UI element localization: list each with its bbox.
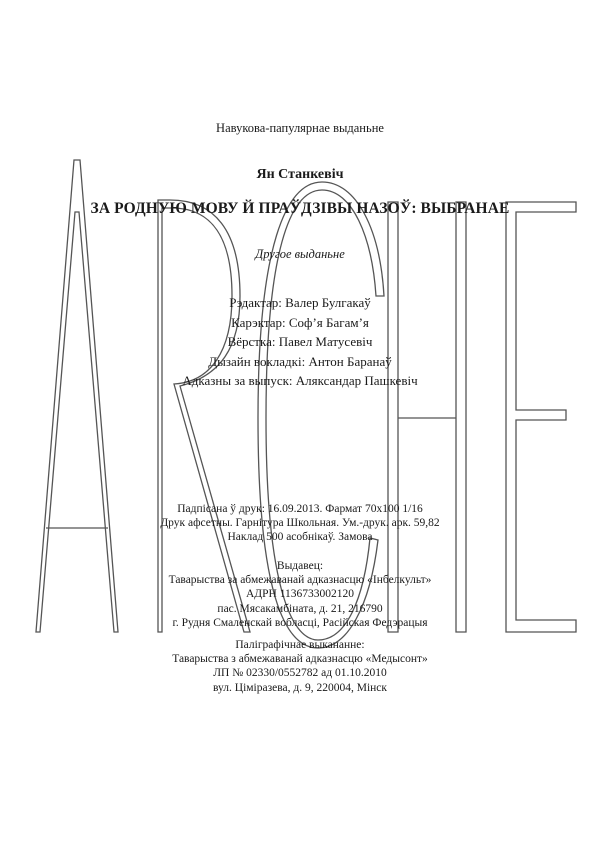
print-info-line: Падпісана ў друк: 16.09.2013. Фармат 70х100 1/16	[177, 503, 423, 515]
print-info	[0, 502, 600, 545]
genre-label: Навукова-папулярнае выданьне	[216, 121, 384, 135]
credit-cover-design: Дызайн вокладкі: Антон Баранаў	[208, 353, 392, 369]
publisher-line: Таварыства за абмежаванай адказнасцю «Інбелкульт»	[168, 574, 432, 587]
publisher-line: АДРН 1136733002120	[245, 588, 355, 601]
author-name: Ян Станкевіч	[256, 167, 344, 182]
printer-line: вул. Ціміразева, д. 9, 220004, Мінск	[213, 681, 387, 694]
printer-block	[0, 638, 600, 695]
book-title: ЗА РОДНУЮ МОВУ Й ПРАЎДЗІВЫ НАЗОЎ: ВЫБРАНАЕ	[90, 200, 510, 217]
publisher-line: пас. Мясакамбіната, д. 21, 216790	[217, 602, 383, 615]
credit-responsible: Адказны за выпуск: Аляксандар Пашкевіч	[182, 373, 418, 388]
credits-list	[0, 293, 600, 391]
print-info-line: Друк афсетны. Гарнітура Школьная. Ум.-друк. арк. 59,82	[160, 517, 440, 530]
edition-label: Другое выданьне	[255, 247, 345, 261]
credit-proofreader: Карэктар: Соф’я Багам’я	[231, 314, 369, 330]
printer-heading: Паліграфічнае выкананне:	[235, 639, 365, 651]
print-info-line: Наклад 500 асобнікаў. Замова	[227, 531, 373, 544]
credit-editor: Рэдактар: Валер Булгакаў	[229, 295, 371, 310]
publisher-heading: Выдавец:	[276, 560, 324, 572]
publisher-block	[0, 559, 600, 630]
credit-layout: Вёрстка: Павел Матусевіч	[227, 334, 373, 349]
printer-line: ЛП № 02330/0552782 ад 01.10.2010	[213, 667, 387, 680]
publisher-line: г. Рудня Смаленскай вобласці, Расійская Федэрацыя	[172, 616, 428, 629]
printer-line: Таварыства з абмежаванай адказнасцю «Медысонт»	[172, 653, 428, 666]
